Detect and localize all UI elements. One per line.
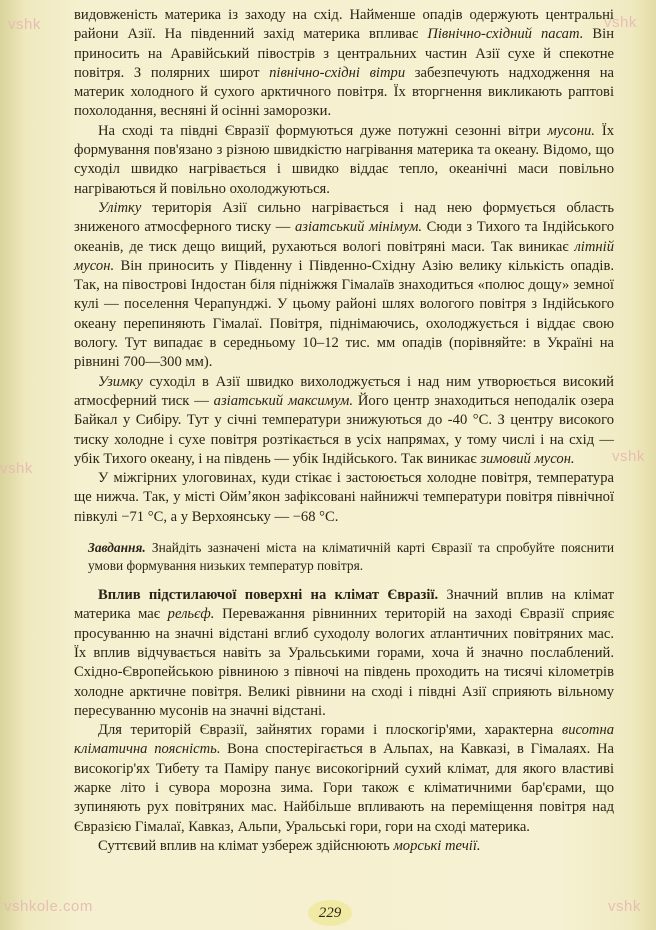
- watermark-top-left: vshk: [8, 16, 41, 33]
- paragraph-surface-influence: Вплив підстилаючої поверхні на клімат Євразії. Значний вплив на клімат материка має рельєф. Переважання рівнинних територій на заході Євразії сприяє просуванню на значні відстані вглиб суходолу вологих атлантичних повітряних мас. Їх вплив відчувається навіть за Уральськими горами, хоча й значно послаблений. Східно-Європейською рівниною з півночі на південь проходить на тисячі кілометрів холодне арктичне повітря. Великі рівнини на сході і півдні Азії сприяють вільному пересуванню мусонів на значні відстані.: [74, 587, 614, 719]
- paragraph-altitude-zones: Для територій Євразії, зайнятих горами і плоскогір'ями, характерна висотна кліматична поясність. Вона спостерігається в Альпах, на Кавказі, в Гімалаях. На високогір'ях Тибету та Паміру панує високогірний сухий клімат, для якого властиві жарке літо і сувора морозна зима. Гори також є кліматичними бар'єрами, що зупиняють рух повітряних мас. Найбільше впливають на переміщення повітря над Євразією Гімалаї, Кавказ, Альпи, Уральські гори, гори на сході материка.: [74, 722, 614, 835]
- paragraph-currents: Суттєвий вплив на клімат узбереж здійснюють морські течії.: [98, 837, 481, 854]
- paragraph-winter: Узимку суходіл в Азії швидко вихолоджується і над ним утворюється високий атмосферний тиск — азіатський максимум. Його центр знаходиться неподалік озера Байкал у Сибіру. Тут у січні температури знижуються до -40 °С. З центру високого тиску холодне і сухе повітря розтікається в усіх напрямах, у тому числі і на схід — убік Тихого океану, і на південь — убік Індійського. Так виникає зимовий мусон.: [74, 373, 614, 467]
- paragraph-monsoons: На сході та півдні Євразії формуються дуже потужні сезонні вітри мусони. Їх формування пов'язано з різною швидкістю нагрівання материка та океану. Відомо, що суходіл швидко нагрівається і швидко віддає тепло, океанічні маси повільно нагріваються й повільно охолоджуються.: [74, 122, 614, 197]
- watermark-mid-right: vshk: [612, 448, 645, 465]
- watermark-mid-left: vshk: [0, 460, 33, 477]
- paragraph-intermontane: У міжгірних улоговинах, куди стікає і застоюється холодне повітря, температура ще нижча. Так, у місті Оймʼякон зафіксовані найнижчі температури повітря північної півкулі −71 °С, а у Верхоянську — −68 °С.: [74, 470, 614, 525]
- page-body: [74, 6, 614, 856]
- paragraph-summer: Улітку територія Азії сильно нагрівається і над нею формується область зниженого атмосферного тиску — азіатський мінімум. Сюди з Тихого та Індійського океанів, де тиск дещо вищий, рухаються вологі повітряні маси. Так виникає літній мусон. Він приносить у Південну і Південно-Східну Азію велику кількість опадів. Так, на півострові Індостан біля підніжжя Гімалаїв знаходиться «полюс дощу» земної кулі — поселення Черапунджі. У цьому районі шлях вологого повітря з Індійського океану перепиняють Гімалаї. Повітря, піднімаючись, охолоджується і віддає свою вологу. Тут випадає в середньому 10–12 тис. мм опадів (порівняйте: в Україні на рівнині 700—300 мм).: [74, 199, 614, 371]
- watermark-top-right: vshk: [604, 14, 637, 31]
- paragraph-winds: видовженість материка із заходу на схід. Найменше опадів одержують центральні райони Азії. На південний захід материка впливає Північно-східний пасат. Він приносить на Аравійський півострів з центральних частин Азії сухе й спекотне повітря. З полярних широт північно-східні вітри забезпечують надходження на материк холодного й сухого арктичного повітря. Їх вторгнення викликають раптові похолодання, весняні й осінні заморозки.: [74, 7, 614, 120]
- task-block: [88, 539, 614, 574]
- watermark-bottom-right: vshk: [608, 898, 641, 915]
- page-number: 229: [308, 900, 352, 926]
- watermark-bottom-left: vshkole.com: [4, 898, 93, 915]
- section-heading: Вплив підстилаючої поверхні на клімат Євразії.: [98, 587, 439, 604]
- task-label: Завдання.: [88, 540, 146, 556]
- task-text: Знайдіть зазначені міста на кліматичній карті Євразії та спробуйте пояснити умови формування низьких температур повітря.: [88, 540, 614, 573]
